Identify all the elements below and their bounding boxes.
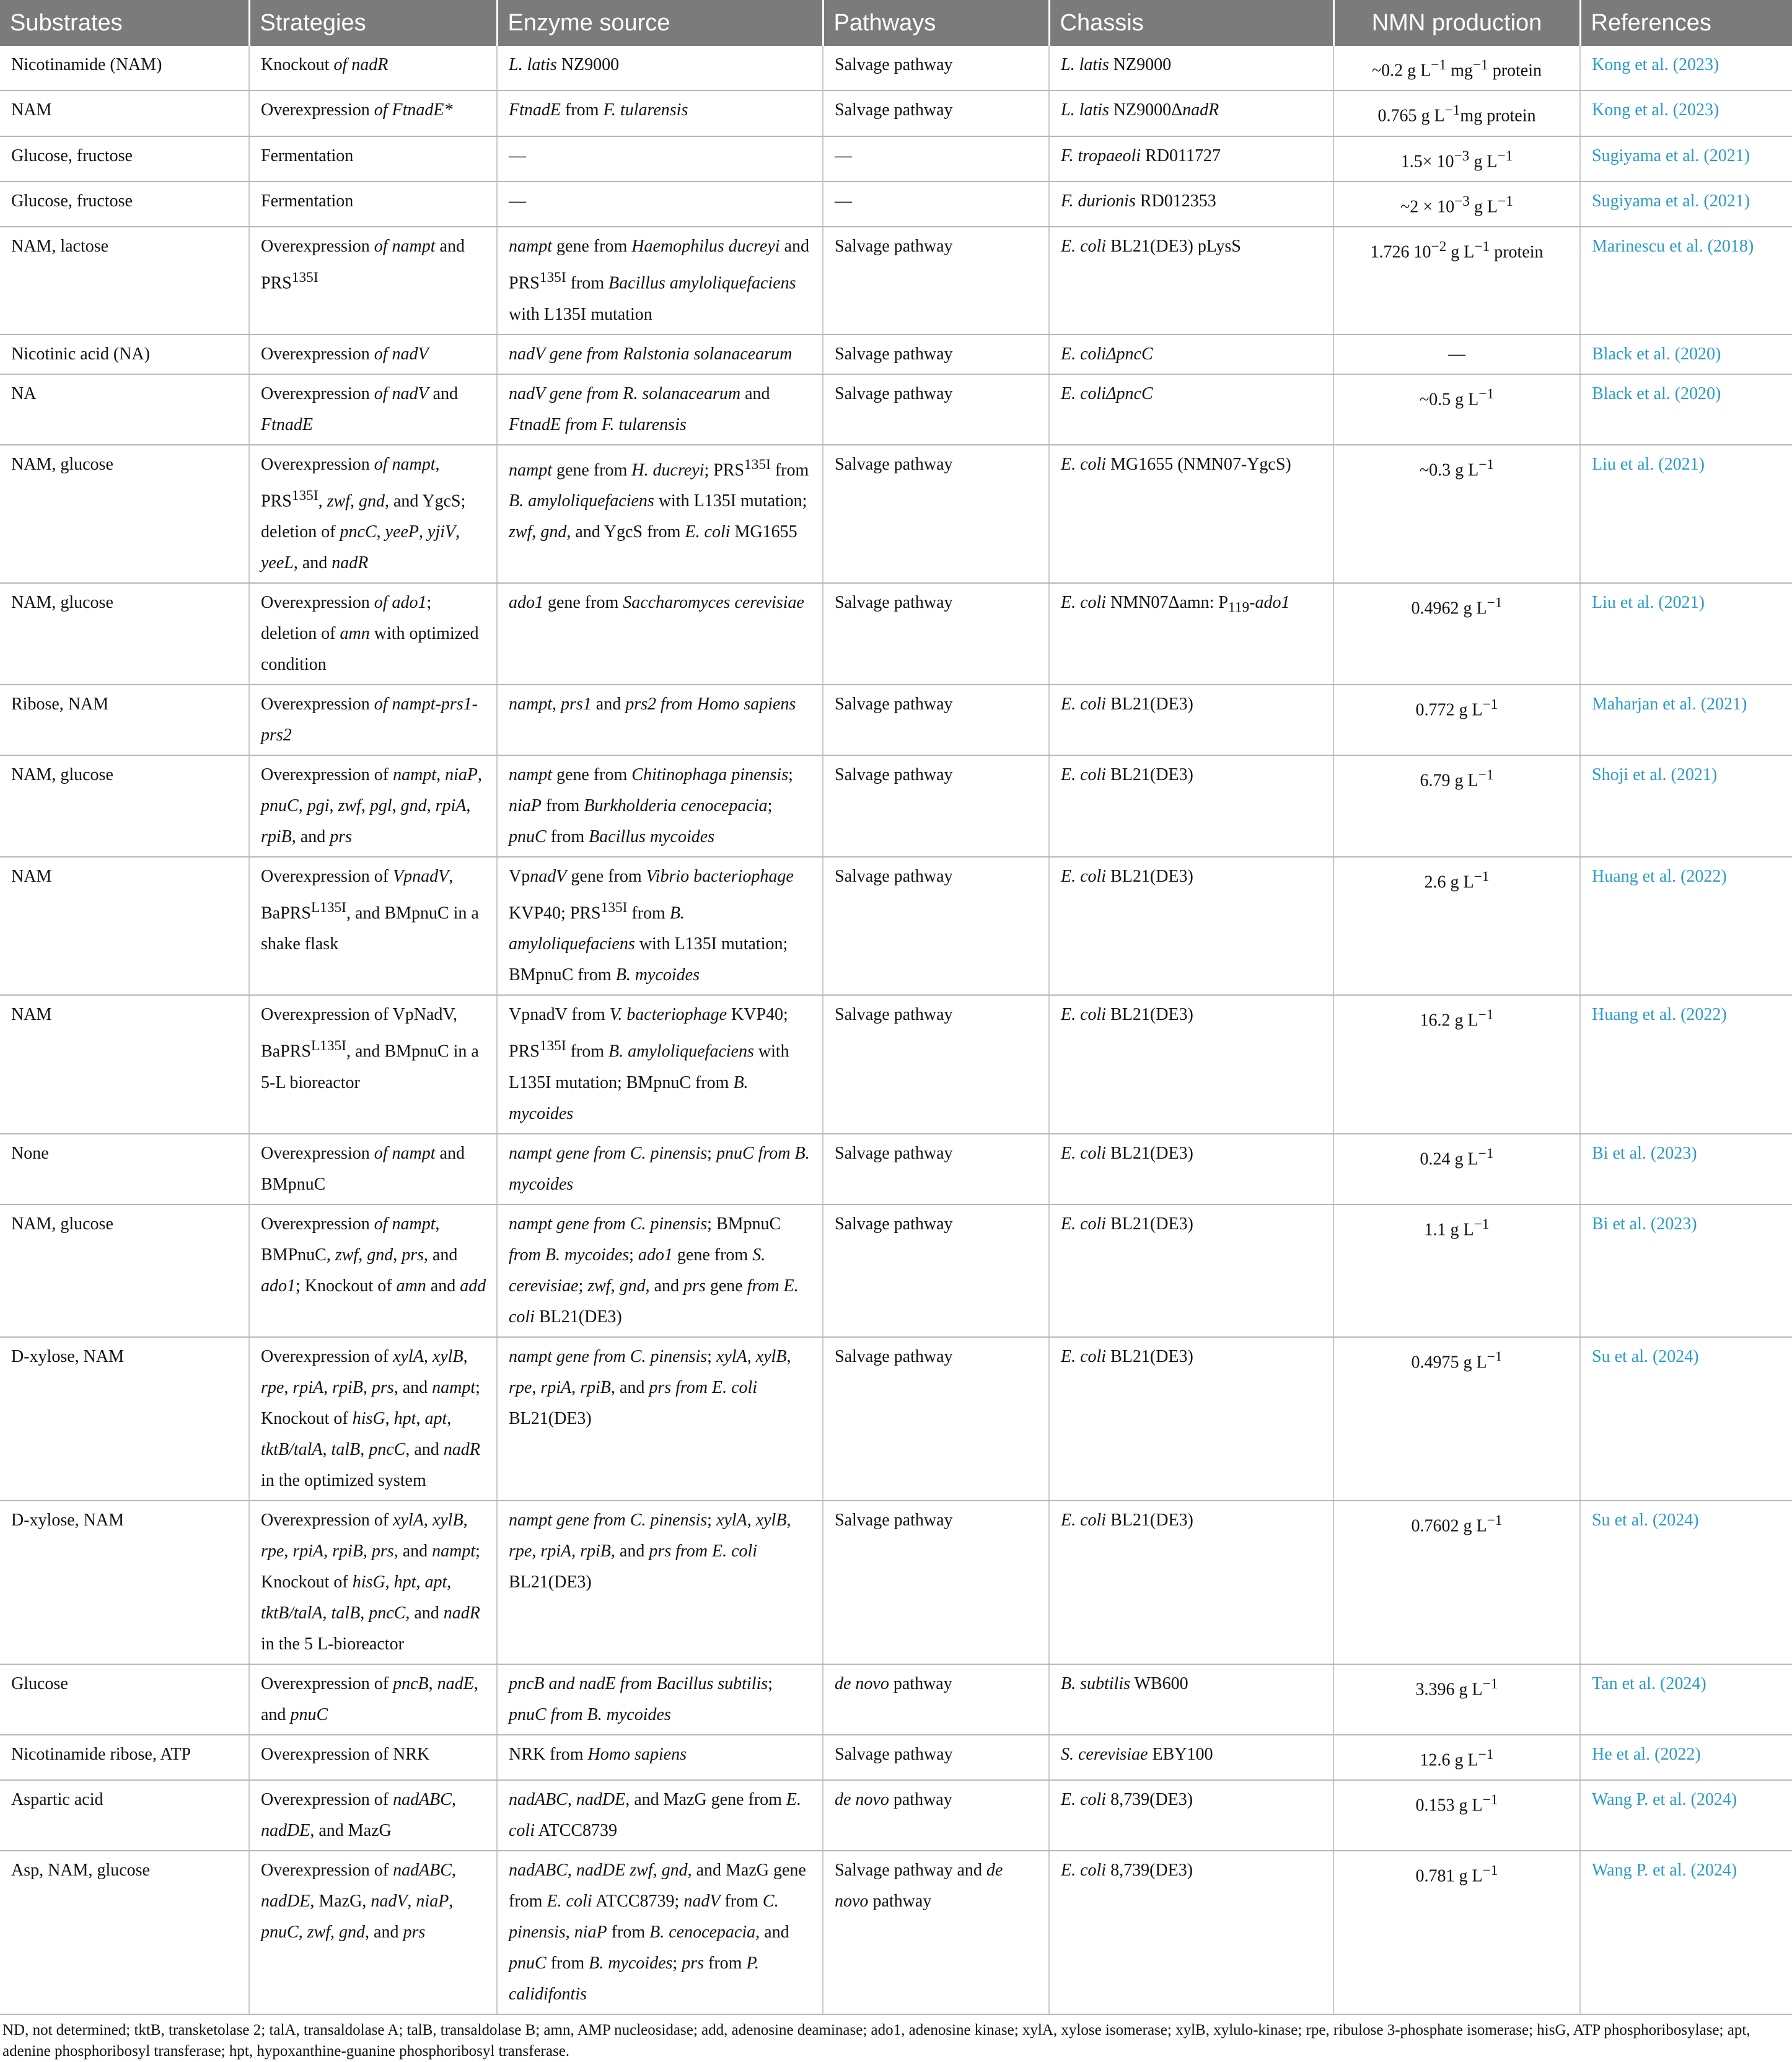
- cell-enzyme-source: L. latis NZ9000: [497, 46, 823, 90]
- cell-substrates: Aspartic acid: [0, 1780, 249, 1851]
- cell-nmn-production: 0.765 g $L^{-1}mg$ protein: [1333, 90, 1580, 136]
- cell-strategies: Overexpression of VpNadV, BaPRS$^{L135I}$, and BMpnuC in a 5-L bioreactor: [249, 995, 497, 1133]
- table-row: [0, 46, 1792, 90]
- cell-enzyme-source: nadABC, nadDE, and MazG gene from E. coli ATCC8739: [497, 1780, 823, 1851]
- cell-substrates: Glucose: [0, 1664, 249, 1735]
- cell-nmn-production: ~0.3 g $L^{-1}$: [1333, 445, 1580, 583]
- cell-nmn-production: 6.79 g $L^{-1}$: [1333, 755, 1580, 857]
- cell-nmn-production: 0.4975 g $L^{-1}$: [1333, 1337, 1580, 1501]
- cell-substrates: Asp, NAM, glucose: [0, 1851, 249, 2014]
- cell-nmn-production: 0.4962 g $L^{-1}$: [1333, 583, 1580, 685]
- cell-nmn-production: 3.396 g $L^{-1}$: [1333, 1664, 1580, 1735]
- cell-nmn-production: 0.781 g $L^{-1}$: [1333, 1851, 1580, 2014]
- table-row: [0, 1664, 1792, 1735]
- cell-chassis: E. coli BL21(DE3): [1049, 995, 1333, 1133]
- table-row: [0, 1780, 1792, 1851]
- table-row: [0, 755, 1792, 857]
- cell-nmn-production: —: [1333, 335, 1580, 374]
- cell-enzyme-source: FtnadE from F. tularensis: [497, 90, 823, 136]
- reference-link[interactable]: Tan et al. (2024): [1580, 1664, 1792, 1735]
- cell-strategies: Overexpression of nampt, niaP, pnuC, pgi, zwf, pgl, gnd, rpiA, rpiB, and prs: [249, 755, 497, 857]
- cell-strategies: Overexpression of nadV: [249, 335, 497, 374]
- cell-chassis: E. coli NMN07Δamn: $P_{119}-ado1$: [1049, 583, 1333, 685]
- cell-enzyme-source: nampt gene from Haemophilus ducreyi and $PRS^{135I}$ from Bacillus amyloliquefaciens with L135I mutation: [497, 227, 823, 334]
- reference-link[interactable]: Bi et al. (2023): [1580, 1204, 1792, 1337]
- header-enzyme-source: Enzyme source: [497, 0, 823, 46]
- cell-substrates: None: [0, 1134, 249, 1204]
- cell-enzyme-source: ado1 gene from Saccharomyces cerevisiae: [497, 583, 823, 685]
- cell-nmn-production: 1.1 g $L^{-1}$: [1333, 1204, 1580, 1337]
- cell-chassis: E. coli BL21(DE3): [1049, 1501, 1333, 1664]
- cell-pathways: Salvage pathway: [823, 583, 1049, 685]
- reference-link[interactable]: Shoji et al. (2021): [1580, 755, 1792, 857]
- reference-link[interactable]: Su et al. (2024): [1580, 1337, 1792, 1501]
- cell-enzyme-source: nadV gene from Ralstonia solanacearum: [497, 335, 823, 374]
- cell-pathways: Salvage pathway: [823, 335, 1049, 374]
- cell-enzyme-source: VpnadV from V. bacteriophage KVP40; $PRS^{135I}$ from B. amyloliquefaciens with L135I mutation; BMpnuC from B. mycoides: [497, 995, 823, 1133]
- cell-enzyme-source: nampt gene from C. pinensis; xylA, xylB, rpe, rpiA, rpiB, and prs from E. coli BL21(DE3): [497, 1501, 823, 1664]
- reference-link[interactable]: Wang P. et al. (2024): [1580, 1780, 1792, 1851]
- cell-nmn-production: 12.6 g $L^{-1}$: [1333, 1735, 1580, 1780]
- cell-chassis: E. coliΔpncC: [1049, 374, 1333, 445]
- reference-link[interactable]: Liu et al. (2021): [1580, 583, 1792, 685]
- cell-pathways: —: [823, 182, 1049, 227]
- table-row: [0, 1337, 1792, 1501]
- cell-pathways: Salvage pathway: [823, 1337, 1049, 1501]
- cell-chassis: E. coli MG1655 (NMN07-YgcS): [1049, 445, 1333, 583]
- cell-chassis: E. coli BL21(DE3): [1049, 1134, 1333, 1204]
- cell-substrates: Nicotinamide (NAM): [0, 46, 249, 90]
- cell-substrates: D-xylose, NAM: [0, 1501, 249, 1664]
- cell-nmn-production: 1.726 $10^{-2}$ g $L^{-1}$ protein: [1333, 227, 1580, 334]
- table-row: [0, 182, 1792, 227]
- cell-strategies: Overexpression of nampt-prs1-prs2: [249, 685, 497, 755]
- reference-link[interactable]: Kong et al. (2023): [1580, 90, 1792, 136]
- header-references: References: [1580, 0, 1792, 46]
- header-pathways: Pathways: [823, 0, 1049, 46]
- cell-substrates: D-xylose, NAM: [0, 1337, 249, 1501]
- cell-enzyme-source: NRK from Homo sapiens: [497, 1735, 823, 1780]
- cell-nmn-production: 0.7602 g $L^{-1}$: [1333, 1501, 1580, 1664]
- cell-pathways: de novo pathway: [823, 1780, 1049, 1851]
- cell-enzyme-source: nampt gene from C. pinensis; xylA, xylB, rpe, rpiA, rpiB, and prs from E. coli BL21(DE3): [497, 1337, 823, 1501]
- cell-substrates: NAM: [0, 857, 249, 995]
- cell-chassis: E. coli 8,739(DE3): [1049, 1851, 1333, 2014]
- cell-strategies: Knockout of nadR: [249, 46, 497, 90]
- cell-strategies: Overexpression of nampt, $PRS^{135I}$, zwf, gnd, and YgcS; deletion of pncC, yeeP, yjiV, yeeL, and nadR: [249, 445, 497, 583]
- cell-pathways: Salvage pathway: [823, 857, 1049, 995]
- table-header: [0, 0, 1792, 46]
- cell-enzyme-source: pncB and nadE from Bacillus subtilis; pnuC from B. mycoides: [497, 1664, 823, 1735]
- reference-link[interactable]: Huang et al. (2022): [1580, 995, 1792, 1133]
- cell-chassis: E. coli BL21(DE3): [1049, 1337, 1333, 1501]
- table-row: [0, 685, 1792, 755]
- cell-enzyme-source: nadABC, nadDE zwf, gnd, and MazG gene from E. coli ATCC8739; nadV from C. pinensis, niaP from B. cenocepacia, and pnuC from B. mycoides; prs from P. calidifontis: [497, 1851, 823, 2014]
- reference-link[interactable]: Black et al. (2020): [1580, 335, 1792, 374]
- table-row: [0, 136, 1792, 182]
- cell-enzyme-source: nampt gene from H. ducreyi; $PRS^{135I}$ from B. amyloliquefaciens with L135I mutation; zwf, gnd, and YgcS from E. coli MG1655: [497, 445, 823, 583]
- cell-nmn-production: ~0.5 g $L^{-1}$: [1333, 374, 1580, 445]
- cell-nmn-production: $1.5\times 10^{-3}$ g $L^{-1}$: [1333, 136, 1580, 182]
- cell-enzyme-source: nampt, prs1 and prs2 from Homo sapiens: [497, 685, 823, 755]
- cell-strategies: Fermentation: [249, 182, 497, 227]
- table-row: [0, 995, 1792, 1133]
- cell-pathways: Salvage pathway: [823, 755, 1049, 857]
- header-nmn-production: NMN production: [1333, 0, 1580, 46]
- cell-substrates: Glucose, fructose: [0, 136, 249, 182]
- reference-link[interactable]: Marinescu et al. (2018): [1580, 227, 1792, 334]
- table-row: [0, 1735, 1792, 1780]
- cell-substrates: NAM, glucose: [0, 755, 249, 857]
- reference-link[interactable]: Liu et al. (2021): [1580, 445, 1792, 583]
- cell-chassis: F. tropaeoli RD011727: [1049, 136, 1333, 182]
- table-row: [0, 1501, 1792, 1664]
- cell-nmn-production: 2.6 g $L^{-1}$: [1333, 857, 1580, 995]
- cell-pathways: —: [823, 136, 1049, 182]
- reference-link[interactable]: Wang P. et al. (2024): [1580, 1851, 1792, 2014]
- table-body: [0, 46, 1792, 2014]
- header-chassis: Chassis: [1049, 0, 1333, 46]
- reference-link[interactable]: Huang et al. (2022): [1580, 857, 1792, 995]
- cell-strategies: Overexpression of pncB, nadE, and pnuC: [249, 1664, 497, 1735]
- reference-link[interactable]: Maharjan et al. (2021): [1580, 685, 1792, 755]
- cell-nmn-production: 16.2 g $L^{-1}$: [1333, 995, 1580, 1133]
- cell-substrates: Glucose, fructose: [0, 182, 249, 227]
- cell-strategies: Overexpression of xylA, xylB, rpe, rpiA, rpiB, prs, and nampt; Knockout of hisG, hpt, apt, tktB/talA, talB, pncC, and nadR in the optimized system: [249, 1337, 497, 1501]
- table-row: [0, 1851, 1792, 2014]
- cell-nmn-production: 0.153 g $L^{-1}$: [1333, 1780, 1580, 1851]
- cell-pathways: Salvage pathway: [823, 374, 1049, 445]
- reference-link[interactable]: Su et al. (2024): [1580, 1501, 1792, 1664]
- cell-chassis: S. cerevisiae EBY100: [1049, 1735, 1333, 1780]
- cell-chassis: L. latis NZ9000: [1049, 46, 1333, 90]
- cell-pathways: Salvage pathway: [823, 46, 1049, 90]
- cell-enzyme-source: nampt gene from C. pinensis; pnuC from B. mycoides: [497, 1134, 823, 1204]
- cell-nmn-production: 0.24 g $L^{-1}$: [1333, 1134, 1580, 1204]
- cell-enzyme-source: VpnadV gene from Vibrio bacteriophage KVP40; $PRS^{135I}$ from B. amyloliquefaciens with L135I mutation; BMpnuC from B. mycoides: [497, 857, 823, 995]
- cell-strategies: Overexpression of nadV and FtnadE: [249, 374, 497, 445]
- cell-chassis: L. latis NZ9000ΔnadR: [1049, 90, 1333, 136]
- reference-link[interactable]: He et al. (2022): [1580, 1735, 1792, 1780]
- cell-strategies: Overexpression of FtnadE*: [249, 90, 497, 136]
- cell-chassis: F. durionis RD012353: [1049, 182, 1333, 227]
- table-row: [0, 857, 1792, 995]
- cell-enzyme-source: —: [497, 136, 823, 182]
- reference-link[interactable]: Bi et al. (2023): [1580, 1134, 1792, 1204]
- cell-strategies: Overexpression of nampt, BMPnuC, zwf, gnd, prs, and ado1; Knockout of amn and add: [249, 1204, 497, 1337]
- cell-chassis: E. coli BL21(DE3): [1049, 755, 1333, 857]
- cell-pathways: Salvage pathway: [823, 685, 1049, 755]
- cell-nmn-production: 0.772 g $L^{-1}$: [1333, 685, 1580, 755]
- cell-substrates: Ribose, NAM: [0, 685, 249, 755]
- cell-substrates: Nicotinamide ribose, ATP: [0, 1735, 249, 1780]
- header-strategies: Strategies: [249, 0, 497, 46]
- cell-strategies: Fermentation: [249, 136, 497, 182]
- table-row: [0, 335, 1792, 374]
- cell-strategies: Overexpression of nampt and BMpnuC: [249, 1134, 497, 1204]
- cell-pathways: Salvage pathway: [823, 1501, 1049, 1664]
- reference-link[interactable]: Sugiyama et al. (2021): [1580, 136, 1792, 182]
- cell-strategies: Overexpression of nadABC, nadDE, and MazG: [249, 1780, 497, 1851]
- table-row: [0, 227, 1792, 334]
- cell-substrates: NAM: [0, 90, 249, 136]
- cell-nmn-production: ~0.2 g $L^{-1}$ $mg^{-1}$ protein: [1333, 46, 1580, 90]
- table-footnote: ND, not determined; tktB, transketolase 2; talA, transaldolase A; talB, transaldolase B; amn, AMP nucleosidase; add, adenosine deaminase; ado1, adenosine kinase; xylA, xylose isomerase; xylB, xylulo-kinase; rpe, ribulose 3-phosphate isomerase; hisG, ATP phosphoribosylase; apt, adenine phosphoribosyl transferase; hpt, hypoxanthine-guanine phosphoribosyl transferase.: [2, 2021, 1750, 2060]
- cell-substrates: NAM, glucose: [0, 583, 249, 685]
- table-row: [0, 90, 1792, 136]
- cell-chassis: E. coli BL21(DE3) pLysS: [1049, 227, 1333, 334]
- cell-enzyme-source: nampt gene from Chitinophaga pinensis; niaP from Burkholderia cenocepacia; pnuC from Bacillus mycoides: [497, 755, 823, 857]
- table-row: [0, 1134, 1792, 1204]
- cell-chassis: E. coli BL21(DE3): [1049, 857, 1333, 995]
- cell-substrates: NAM, lactose: [0, 227, 249, 334]
- cell-chassis: B. subtilis WB600: [1049, 1664, 1333, 1735]
- cell-pathways: Salvage pathway: [823, 90, 1049, 136]
- header-substrates: Substrates: [0, 0, 249, 46]
- cell-pathways: de novo pathway: [823, 1664, 1049, 1735]
- table-row: [0, 445, 1792, 583]
- cell-substrates: Nicotinic acid (NA): [0, 335, 249, 374]
- cell-pathways: Salvage pathway: [823, 1204, 1049, 1337]
- cell-enzyme-source: —: [497, 182, 823, 227]
- table-row: [0, 583, 1792, 685]
- table-row: [0, 1204, 1792, 1337]
- cell-substrates: NAM, glucose: [0, 1204, 249, 1337]
- reference-link[interactable]: Kong et al. (2023): [1580, 46, 1792, 90]
- cell-chassis: E. coliΔpncC: [1049, 335, 1333, 374]
- cell-pathways: Salvage pathway: [823, 227, 1049, 334]
- cell-strategies: Overexpression of VpnadV, BaPRS$^{L135I}$, and BMpnuC in a shake flask: [249, 857, 497, 995]
- cell-strategies: Overexpression of nampt and $PRS^{135I}$: [249, 227, 497, 334]
- cell-pathways: Salvage pathway: [823, 995, 1049, 1133]
- cell-strategies: Overexpression of xylA, xylB, rpe, rpiA, rpiB, prs, and nampt; Knockout of hisG, hpt, apt, tktB/talA, talB, pncC, and nadR in the 5 L-bioreactor: [249, 1501, 497, 1664]
- cell-nmn-production: ~2 × $10^{-3}$ g $L^{-1}$: [1333, 182, 1580, 227]
- cell-pathways: Salvage pathway: [823, 1735, 1049, 1780]
- cell-chassis: E. coli 8,739(DE3): [1049, 1780, 1333, 1851]
- cell-chassis: E. coli BL21(DE3): [1049, 685, 1333, 755]
- table-row: [0, 374, 1792, 445]
- cell-strategies: Overexpression of ado1; deletion of amn with optimized condition: [249, 583, 497, 685]
- cell-pathways: Salvage pathway: [823, 1134, 1049, 1204]
- cell-substrates: NAM, glucose: [0, 445, 249, 583]
- cell-enzyme-source: nadV gene from R. solanacearum and FtnadE from F. tularensis: [497, 374, 823, 445]
- cell-pathways: Salvage pathway and de novo pathway: [823, 1851, 1049, 2014]
- cell-substrates: NA: [0, 374, 249, 445]
- header-row: [0, 0, 1792, 46]
- cell-substrates: NAM: [0, 995, 249, 1133]
- cell-enzyme-source: nampt gene from C. pinensis; BMpnuC from B. mycoides; ado1 gene from S. cerevisiae; zwf, gnd, and prs gene from E. coli BL21(DE3): [497, 1204, 823, 1337]
- cell-strategies: Overexpression of NRK: [249, 1735, 497, 1780]
- cell-chassis: E. coli BL21(DE3): [1049, 1204, 1333, 1337]
- cell-strategies: Overexpression of nadABC, nadDE, MazG, nadV, niaP, pnuC, zwf, gnd, and prs: [249, 1851, 497, 2014]
- reference-link[interactable]: Black et al. (2020): [1580, 374, 1792, 445]
- reference-link[interactable]: Sugiyama et al. (2021): [1580, 182, 1792, 227]
- cell-pathways: Salvage pathway: [823, 445, 1049, 583]
